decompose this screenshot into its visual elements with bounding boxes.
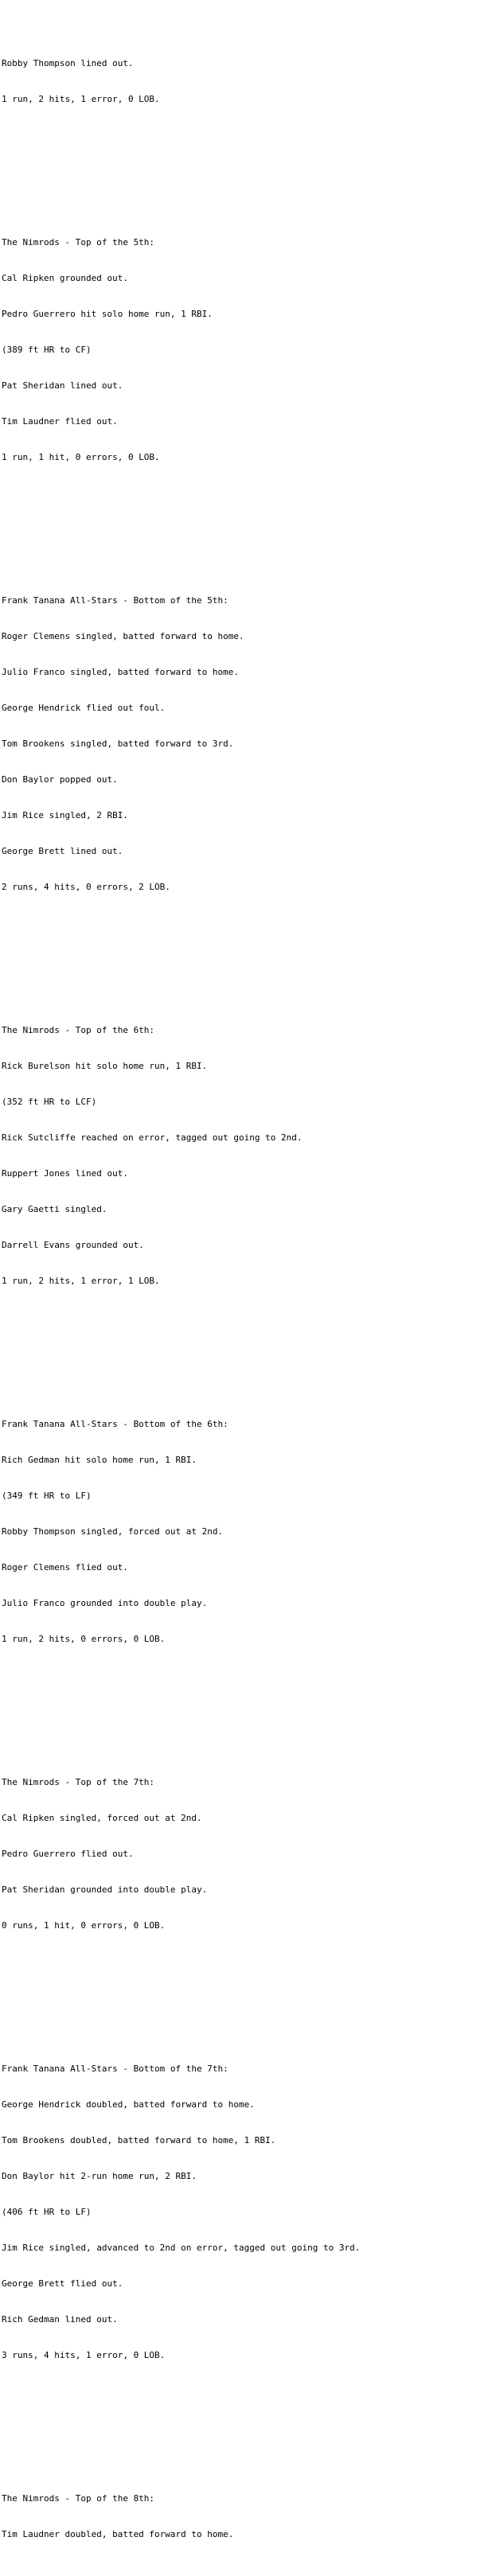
inning-summary: 1 run, 1 hit, 0 errors, 0 LOB. bbox=[2, 452, 160, 462]
play-line: Tom Brookens singled, batted forward to 3rd. bbox=[2, 739, 234, 749]
play-line: George Hendrick flied out foul. bbox=[2, 703, 166, 713]
play-line: (352 ft HR to LCF) bbox=[2, 1097, 97, 1107]
play-line: George Hendrick doubled, batted forward to home. bbox=[2, 2099, 255, 2110]
play-line: Tom Brookens doubled, batted forward to home, 1 RBI. bbox=[2, 2135, 276, 2145]
inning-summary: 1 run, 2 hits, 1 error, 1 LOB. bbox=[2, 1276, 160, 1286]
spacer bbox=[2, 2409, 486, 2421]
play-line: Julio Franco singled, batted forward to home. bbox=[2, 667, 240, 677]
spacer bbox=[2, 1693, 486, 1705]
play-line: Pedro Guerrero hit solo home run, 1 RBI. bbox=[2, 309, 213, 319]
spacer bbox=[2, 941, 486, 953]
play-line: (406 ft HR to LF) bbox=[2, 2207, 92, 2217]
inning-section bbox=[2, 2039, 486, 2385]
play-line: Julio Franco grounded into double play. bbox=[2, 1598, 208, 1608]
inning-section bbox=[2, 1000, 486, 1311]
play-line: (389 ft HR to CF) bbox=[2, 345, 92, 355]
play-line: Robby Thompson singled, forced out at 2nd. bbox=[2, 1526, 224, 1537]
play-line: Cal Ripken singled, forced out at 2nd. bbox=[2, 1813, 202, 1823]
play-line: Darrell Evans grounded out. bbox=[2, 1240, 144, 1250]
play-line: Rich Gedman lined out. bbox=[2, 2314, 118, 2325]
inning-header: The Nimrods - Top of the 7th: bbox=[2, 1777, 155, 1787]
inning-header: Frank Tanana All-Stars - Bottom of the 7th: bbox=[2, 2064, 228, 2074]
inning-section bbox=[2, 571, 486, 917]
play-line: George Brett lined out. bbox=[2, 846, 123, 856]
play-line: Cal Ripken grounded out. bbox=[2, 273, 128, 283]
play-line: Pat Sheridan lined out. bbox=[2, 380, 123, 391]
inning-header: The Nimrods - Top of the 8th: bbox=[2, 2493, 155, 2504]
inning-summary: 0 runs, 1 hit, 0 errors, 0 LOB. bbox=[2, 1920, 166, 1931]
play-line: Robby Thompson lined out. bbox=[2, 58, 134, 68]
play-line: Roger Clemens singled, batted forward to home. bbox=[2, 631, 244, 641]
play-line: Gary Gaetti singled. bbox=[2, 1204, 107, 1214]
play-line: Jim Rice singled, 2 RBI. bbox=[2, 810, 128, 820]
play-line: Ruppert Jones lined out. bbox=[2, 1168, 128, 1179]
play-line: Pat Sheridan grounded into double play. bbox=[2, 1884, 208, 1895]
inning-summary: 2 runs, 4 hits, 0 errors, 2 LOB. bbox=[2, 882, 170, 892]
inning-section bbox=[2, 212, 486, 487]
play-line: Pedro Guerrero flied out. bbox=[2, 1849, 134, 1859]
inning-section bbox=[2, 1752, 486, 1955]
play-line: Rich Gedman hit solo home run, 1 RBI. bbox=[2, 1455, 197, 1465]
play-line: Rick Sutcliffe reached on error, tagged out going to 2nd. bbox=[2, 1132, 303, 1143]
play-line: Jim Rice singled, advanced to 2nd on error, tagged out going to 3rd. bbox=[2, 2243, 361, 2253]
play-line: Rick Burelson hit solo home run, 1 RBI. bbox=[2, 1061, 208, 1071]
play-line: Roger Clemens flied out. bbox=[2, 1562, 128, 1572]
inning-summary: 1 run, 2 hits, 0 errors, 0 LOB. bbox=[2, 1634, 166, 1644]
play-line: George Brett flied out. bbox=[2, 2278, 123, 2289]
inning-summary: 1 run, 2 hits, 1 error, 0 LOB. bbox=[2, 94, 160, 104]
play-line: Tim Laudner flied out. bbox=[2, 416, 118, 427]
spacer bbox=[2, 1979, 486, 1991]
inning-summary: 3 runs, 4 hits, 1 error, 0 LOB. bbox=[2, 2350, 166, 2360]
inning-header: Frank Tanana All-Stars - Bottom of the 6th: bbox=[2, 1419, 228, 1429]
inning-header: The Nimrods - Top of the 5th: bbox=[2, 237, 155, 247]
inning-section bbox=[2, 1394, 486, 1669]
play-line: (349 ft HR to LF) bbox=[2, 1491, 92, 1501]
play-line: Don Baylor hit 2-run home run, 2 RBI. bbox=[2, 2171, 197, 2181]
play-by-play-log bbox=[2, 0, 486, 2576]
inning-section bbox=[2, 2469, 486, 2564]
spacer bbox=[2, 1335, 486, 1346]
inning-section bbox=[2, 33, 486, 129]
play-line: Don Baylor popped out. bbox=[2, 774, 118, 785]
inning-header: Frank Tanana All-Stars - Bottom of the 5th: bbox=[2, 595, 228, 606]
spacer bbox=[2, 153, 486, 165]
spacer bbox=[2, 511, 486, 523]
inning-header: The Nimrods - Top of the 6th: bbox=[2, 1025, 155, 1035]
play-line: Tim Laudner doubled, batted forward to home. bbox=[2, 2529, 234, 2539]
